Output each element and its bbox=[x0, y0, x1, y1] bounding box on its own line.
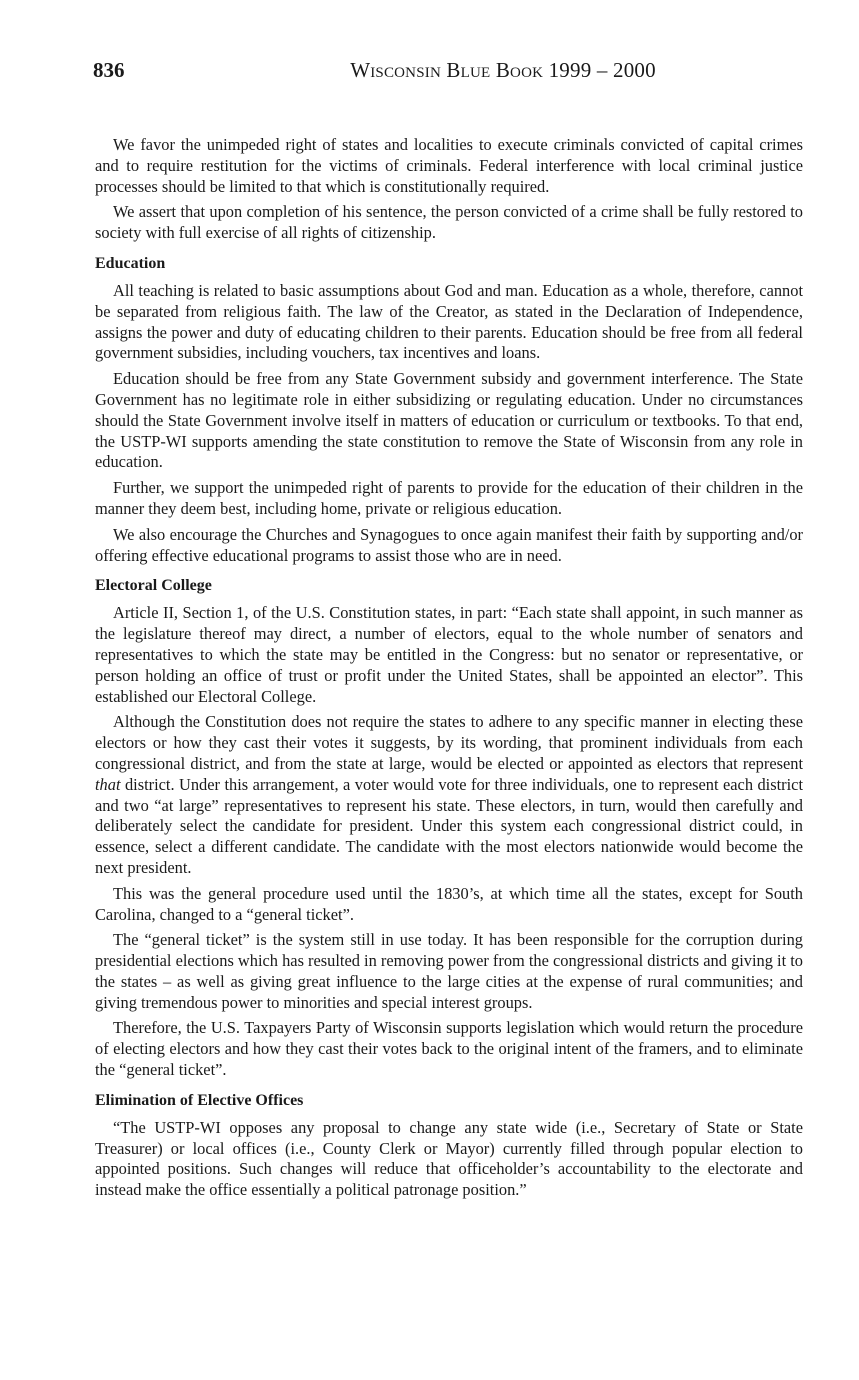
electoral-paragraph-5: Therefore, the U.S. Taxpayers Party of Wisconsin supports legislation which would return the procedure of electing electors and how they cast their votes back to the original intent of the framers, and to eliminate the “general ticket”. bbox=[95, 1018, 803, 1080]
electoral-paragraph-2-end: district. Under this arrangement, a voter would vote for three individuals, one to represent each district and two “at large” representatives to represent his state. These electors, in turn, would then carefully and deliberately select the candidate for president. Under this system each congressional district could, in essence, select a different candidate. The candidate with the most electors nationwide would become the next president. bbox=[95, 774, 803, 877]
emphasis-that: that bbox=[95, 774, 121, 794]
crime-paragraph-1: We favor the unimpeded right of states and localities to execute criminals convicted of capital crimes and to require restitution for the victims of criminals. Federal interference with local criminal justice processes should be limited to that which is constitutionally required. bbox=[95, 135, 803, 196]
electoral-paragraph-4: The “general ticket” is the system still in use today. It has been responsible for the corruption during presidential elections which has resulted in removing power from the congressional districts and giving it to the states – as well as giving great influence to the large cities at the expense of rural communities; and giving tremendous power to minorities and special interest groups. bbox=[95, 930, 803, 1012]
page-body bbox=[95, 135, 803, 1201]
education-heading: Education bbox=[95, 254, 166, 272]
elective-offices-paragraph-1: “The USTP-WI opposes any proposal to change any state wide (i.e., Secretary of State or State Treasurer) or local offices (i.e., County Clerk or Mayor) currently filled through popular election to appointed positions. Such changes will reduce that officeholder’s accountability to the electorate and instead make the office essentially a political patronage position.” bbox=[95, 1117, 803, 1200]
book-title: Wisconsin Blue Book 1999 – 2000 bbox=[350, 58, 656, 82]
education-paragraph-3: Further, we support the unimpeded right of parents to provide for the education of their children in the manner they deem best, including home, private or religious education. bbox=[95, 478, 803, 518]
electoral-paragraph-3: This was the general procedure used until the 1830’s, at which time all the states, except for South Carolina, changed to a “general ticket”. bbox=[95, 883, 803, 924]
education-paragraph-4: We also encourage the Churches and Synagogues to once again manifest their faith by supporting and/or offering effective educational programs to assist those who are in need. bbox=[95, 524, 803, 565]
electoral-paragraph-2 bbox=[95, 712, 803, 878]
electoral-college-heading: Electoral College bbox=[95, 577, 212, 595]
education-paragraph-1: All teaching is related to basic assumptions about God and man. Education as a whole, therefore, cannot be separated from religious faith. The law of the Creator, as stated in the Declaration of Independence, assigns the power and duty of educating children to their parents. Education should be free from all federal government subsidies, including vouchers, tax incentives and loans. bbox=[95, 280, 803, 363]
page-number: 836 bbox=[93, 58, 125, 82]
electoral-paragraph-2-start: Although the Constitution does not require the states to adhere to any specific manner in electing these electors or how they cast their votes it suggests, by its wording, that prominent individuals from each congressional district, and from the state at large, would be elected or appointed as electors that represent bbox=[95, 712, 803, 773]
crime-paragraph-2: We assert that upon completion of his sentence, the person convicted of a crime shall be fully restored to society with full exercise of all rights of citizenship. bbox=[95, 202, 803, 243]
electoral-paragraph-1: Article II, Section 1, of the U.S. Constitution states, in part: “Each state shall appoint, in such manner as the legislature thereof may direct, a number of electors, equal to the whole number of senators and representatives to which the state may be entitled in the Congress: but no senator or representative, or person holding an office of trust or profit under the United States, shall be appointed an elector”. This established our Electoral College. bbox=[95, 603, 803, 706]
running-head bbox=[93, 56, 803, 84]
elective-offices-heading: Elimination of Elective Offices bbox=[95, 1091, 304, 1109]
education-paragraph-2: Education should be free from any State Government subsidy and government interference. The State Government has no legitimate role in either subsidizing or regulating education. Under no circumstances should the State Government involve itself in matters of education or curriculum or textbooks. To that end, the USTP-WI supports amending the state constitution to remove the State of Wisconsin from any role in education. bbox=[95, 369, 803, 472]
